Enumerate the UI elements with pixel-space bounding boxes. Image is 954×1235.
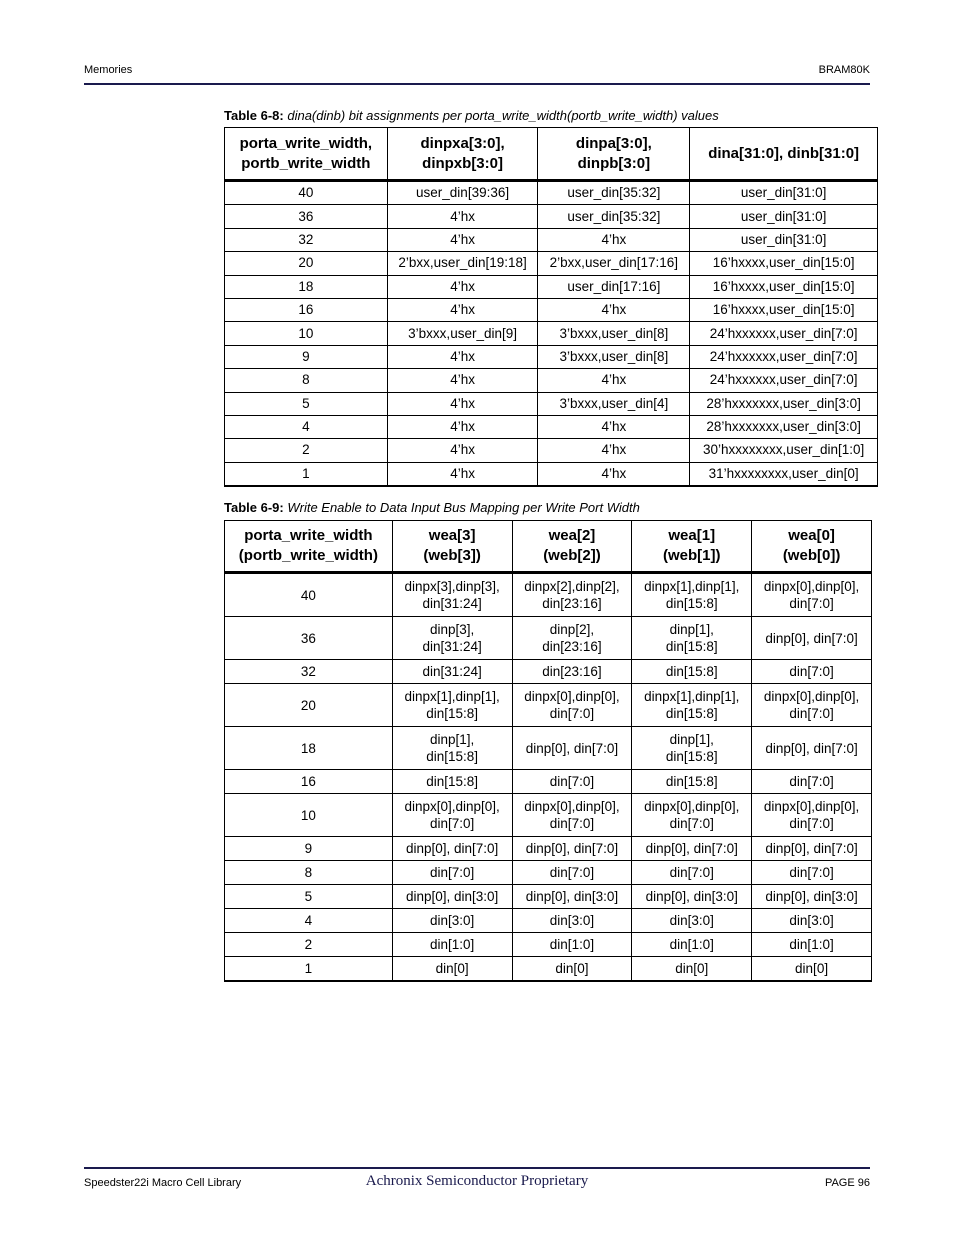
table-cell: 16’hxxxx,user_din[15:0] [690,252,878,275]
table-row [225,909,872,933]
cell-text-line: porta_write_width, [239,134,373,152]
table-cell: 3’bxxx,user_din[8] [538,345,690,368]
cell-text-line: din[31:24] [422,664,482,679]
table-cell [752,727,872,770]
cell-text-line: wea[3] [428,527,476,544]
column-header [512,521,632,573]
table-cell: 4 [225,909,393,933]
cell-text-line: din[15:8] [665,706,718,721]
table-cell: 4’hx [387,439,538,462]
table-cell [392,794,512,837]
table-row [225,415,878,438]
column-header [392,521,512,573]
table-cell [752,837,872,861]
cell-text-line: dinp[1], [430,732,475,747]
cell-text-line: din[3:0] [549,913,595,928]
header-section-title: Memories [84,64,133,76]
table-cell: 9 [225,837,393,861]
cell-text-line: din[3:0] [669,913,714,928]
footer-proprietary-notice: Achronix Semiconductor Proprietary [365,1173,589,1189]
table-row [225,794,872,837]
table-cell [752,794,872,837]
header-doc-title: BRAM80K [818,64,870,76]
table-cell [632,573,752,617]
table-cell [752,684,872,727]
table-cell: 32 [225,228,388,251]
table-row [225,228,878,251]
table-cell: user_din[31:0] [690,205,878,228]
table-row [225,684,872,727]
table-cell: 8 [225,861,393,885]
table-cell: 4’hx [538,462,690,486]
table-cell: 4’hx [387,392,538,415]
table-cell [392,957,512,982]
table-row [225,322,878,345]
table-label: Table 6-9: [224,500,284,515]
cell-text-line: dinpx[0],dinp[0], [644,799,740,814]
table-cell: 16 [225,298,388,321]
cell-text-line: (web[2]) [543,547,601,564]
table-cell [632,861,752,885]
table-cell: 4’hx [387,298,538,321]
table-cell: 9 [225,345,388,368]
cell-text-line: dinpx[1],dinp[1], [404,689,500,704]
cell-text-line: dinpx[0],dinp[0], [763,579,860,594]
cell-text-line: dinp[0], din[7:0] [525,740,619,756]
table-cell [632,837,752,861]
table-cell: user_din[35:32] [538,205,690,228]
cell-text-line: din[7:0] [669,816,714,831]
table-caption-text: Write Enable to Data Input Bus Mapping per Write Port Width [287,500,640,515]
cell-text-line: din[3:0] [430,913,475,928]
column-header [225,521,393,573]
cell-text-line: dinpa[3:0], [575,134,652,152]
cell-text-line: din[0] [675,961,709,976]
table-cell: 16’hxxxx,user_din[15:0] [690,275,878,298]
table-cell: 4’hx [538,439,690,462]
table-cell [752,770,872,794]
cell-text-line: dinpx[1],dinp[1], [644,579,740,594]
table-row [225,439,878,462]
column-header [387,128,538,181]
footer-rule [84,1167,870,1169]
cell-text-line: dinpx[0],dinp[0], [763,689,860,704]
cell-text-line: din[15:8] [426,774,479,789]
cell-text-line: din[31:24] [422,596,482,611]
table-cell [512,727,632,770]
table-cell: 18 [225,275,388,298]
cell-text-line: din[1:0] [669,937,714,952]
cell-text-line: din[1:0] [430,937,475,952]
cell-text-line: din[7:0] [789,596,834,611]
table-cell: 24’hxxxxxx,user_din[7:0] [690,369,878,392]
table-cell: 3’bxxx,user_din[8] [538,322,690,345]
table-row [225,885,872,909]
cell-text-line: dinp[2], [549,622,595,637]
table-cell [392,573,512,617]
table-cell [392,684,512,727]
table-6-9-caption [224,500,640,515]
cell-text-line: din[15:8] [665,749,718,764]
table-row [225,573,872,617]
cell-text-line: din[7:0] [430,816,475,831]
cell-text-line: din[15:8] [665,664,718,679]
cell-text-line: (web[0]) [782,547,841,564]
table-cell: 5 [225,392,388,415]
table-row [225,770,872,794]
table-cell: 4’hx [387,415,538,438]
table-cell [632,684,752,727]
table-label: Table 6-8: [224,108,284,123]
table-row [225,345,878,368]
cell-text-line: din[7:0] [549,774,595,789]
table-cell [512,794,632,837]
table-cell: 24’hxxxxxx,user_din[7:0] [690,345,878,368]
table-row [225,837,872,861]
table-cell: 4’hx [387,369,538,392]
table-row [225,252,878,275]
table-cell [512,861,632,885]
cell-text-line: dinp[0], din[3:0] [525,889,619,904]
table-cell: 36 [225,617,393,660]
table-cell: 10 [225,322,388,345]
table-cell [392,660,512,684]
cell-text-line: din[7:0] [789,664,834,679]
cell-text-line: porta_write_width [244,527,373,544]
column-header [632,521,752,573]
table-cell [632,727,752,770]
table-cell: 4’hx [538,228,690,251]
table-6-9 [224,520,872,982]
table-cell: user_din[39:36] [387,181,538,205]
table-cell [512,684,632,727]
cell-text-line: din[15:8] [426,706,479,721]
table-cell: 24’hxxxxxx,user_din[7:0] [690,322,878,345]
table-row [225,275,878,298]
footer-page-number: PAGE 96 [824,1177,870,1189]
cell-text-line: dinp[0], din[3:0] [765,889,858,904]
cell-text-line: dinpx[0],dinp[0], [524,689,620,704]
cell-text-line: din[23:16] [542,639,602,654]
cell-text-line: din[7:0] [789,774,834,789]
table-cell: 4’hx [387,205,538,228]
table-cell: 30’hxxxxxxxx,user_din[1:0] [690,439,878,462]
table-row [225,957,872,982]
cell-text-line: wea[2] [548,527,596,544]
table-cell: 1 [225,957,393,982]
cell-text-line: portb_write_width [241,154,371,172]
column-header [538,128,690,181]
cell-text-line: din[23:16] [542,596,602,611]
table-cell [512,660,632,684]
cell-text-line: din[3:0] [789,913,834,928]
cell-text-line: din[1:0] [789,937,834,952]
table-cell: 3’bxxx,user_din[4] [538,392,690,415]
cell-text-line: dinp[0], din[7:0] [765,841,858,856]
table-cell [752,660,872,684]
table-cell: 36 [225,205,388,228]
table-cell: user_din[31:0] [690,228,878,251]
cell-text-line: din[0] [795,961,829,976]
table-cell [752,617,872,660]
table-cell [392,837,512,861]
table-cell: 4’hx [387,345,538,368]
cell-text-line: dinp[0], din[7:0] [525,841,619,856]
table-cell [512,909,632,933]
table-row [225,298,878,321]
table-cell [632,617,752,660]
cell-text-line: din[7:0] [430,865,475,880]
table-cell: 4’hx [538,298,690,321]
table-cell: 31’hxxxxxxxx,user_din[0] [690,462,878,486]
table-cell: 28’hxxxxxxx,user_din[3:0] [690,392,878,415]
table-header-row [225,128,878,181]
cell-text-line: dinpxb[3:0] [422,154,503,172]
table-row [225,392,878,415]
table-cell [752,957,872,982]
table-cell: user_din[35:32] [538,181,690,205]
cell-text-line: dinpx[0],dinp[0], [763,799,860,814]
table-cell: 5 [225,885,393,909]
table-cell: 2’bxx,user_din[17:16] [538,252,690,275]
cell-text-line: din[23:16] [542,664,602,679]
cell-text-line: dinpx[0],dinp[0], [524,799,620,814]
table-cell: 18 [225,727,393,770]
table-cell: 2 [225,439,388,462]
table-header-row [225,521,872,573]
cell-text-line: din[7:0] [789,816,834,831]
cell-text-line: din[1:0] [549,937,595,952]
table-cell [512,837,632,861]
cell-text-line: dinp[0], din[7:0] [645,841,738,856]
table-cell: 4’hx [538,415,690,438]
header-rule [84,83,870,85]
cell-text-line: wea[0] [788,527,835,544]
table-cell [392,933,512,957]
table-cell: 20 [225,684,393,727]
table-cell [392,861,512,885]
table-cell [512,957,632,982]
table-row [225,181,878,205]
table-cell: 4’hx [387,462,538,486]
cell-text-line: dinp[1], [669,622,714,637]
table-cell [632,909,752,933]
cell-text-line: din[31:24] [422,639,482,654]
table-cell [512,573,632,617]
table-cell [512,770,632,794]
table-cell [512,617,632,660]
cell-text-line: din[0] [435,961,469,976]
cell-text-line: dinpb[3:0] [577,154,651,172]
table-cell: 40 [225,573,393,617]
cell-text-line: din[7:0] [669,865,714,880]
cell-text-line: din[15:8] [665,639,718,654]
table-cell: 4 [225,415,388,438]
cell-text-line: dinp[0], din[3:0] [405,889,499,904]
cell-text-line: dinp[0], din[7:0] [765,630,858,646]
cell-text-line: dinpx[2],dinp[2], [524,579,620,594]
table-caption-text: dina(dinb) bit assignments per porta_write_width(portb_write_width) values [287,108,719,123]
table-row [225,462,878,486]
table-cell: 8 [225,369,388,392]
cell-text-line: din[7:0] [789,706,834,721]
cell-text-line: din[7:0] [549,706,595,721]
table-cell [392,770,512,794]
table-cell [752,909,872,933]
column-header [690,128,878,181]
table-cell [392,909,512,933]
cell-text-line: dinpxa[3:0], [420,134,505,152]
table-cell [632,885,752,909]
table-cell [632,794,752,837]
table-cell [392,727,512,770]
table-cell: 2’bxx,user_din[19:18] [387,252,538,275]
table-cell: 3’bxxx,user_din[9] [387,322,538,345]
table-cell [632,770,752,794]
table-cell: 32 [225,660,393,684]
table-cell [632,660,752,684]
table-row [225,727,872,770]
table-cell [512,933,632,957]
footer-library-name: Speedster22i Macro Cell Library [84,1177,242,1189]
table-cell: 4’hx [387,275,538,298]
table-cell: 16’hxxxx,user_din[15:0] [690,298,878,321]
cell-text-line: din[15:8] [426,749,479,764]
table-cell: 28’hxxxxxxx,user_din[3:0] [690,415,878,438]
table-row [225,660,872,684]
cell-text-line: (portb_write_width) [238,547,378,564]
table-row [225,861,872,885]
cell-text-line: din[15:8] [665,596,718,611]
table-6-8 [224,127,878,487]
cell-text-line: dinp[3], [430,622,475,637]
table-cell: 16 [225,770,393,794]
cell-text-line: dinpx[3],dinp[3], [404,579,500,594]
cell-text-line: din[7:0] [549,865,595,880]
table-cell [752,573,872,617]
table-cell: 4’hx [538,369,690,392]
cell-text-line: wea[1] [668,527,716,544]
table-cell: user_din[17:16] [538,275,690,298]
table-cell [752,885,872,909]
cell-text-line: dinp[0], din[3:0] [645,889,738,904]
table-row [225,369,878,392]
table-cell [392,885,512,909]
table-cell: 2 [225,933,393,957]
table-6-8-caption [224,108,719,123]
table-cell [632,933,752,957]
cell-text-line: dinp[1], [669,732,714,747]
table-cell: 4’hx [387,228,538,251]
column-header [752,521,872,573]
cell-text-line: din[15:8] [665,774,718,789]
table-row [225,205,878,228]
table-cell: 1 [225,462,388,486]
table-cell [752,933,872,957]
table-cell [752,861,872,885]
cell-text-line: (web[1]) [662,547,721,564]
table-cell [392,617,512,660]
table-row [225,617,872,660]
cell-text-line: (web[3]) [423,547,481,564]
cell-text-line: dinpx[1],dinp[1], [644,689,740,704]
table-cell [512,885,632,909]
column-header [225,128,388,181]
table-cell: 20 [225,252,388,275]
table-cell: 10 [225,794,393,837]
cell-text-line: dinp[0], din[7:0] [405,841,499,856]
cell-text-line: din[7:0] [789,865,834,880]
cell-text-line: din[0] [555,961,589,976]
table-cell: 40 [225,181,388,205]
cell-text-line: dina[31:0], dinb[31:0] [708,144,860,162]
table-cell [632,957,752,982]
table-cell: user_din[31:0] [690,181,878,205]
cell-text-line: din[7:0] [549,816,595,831]
cell-text-line: dinp[0], din[7:0] [765,740,858,756]
table-row [225,933,872,957]
cell-text-line: dinpx[0],dinp[0], [404,799,500,814]
